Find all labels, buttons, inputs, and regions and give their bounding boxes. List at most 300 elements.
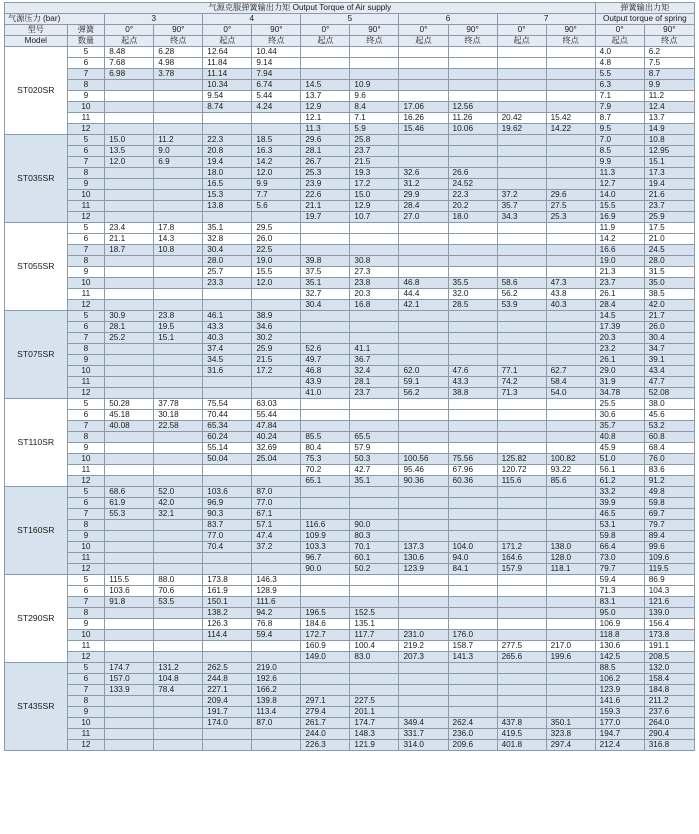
torque-cell (448, 80, 497, 91)
torque-cell (301, 586, 350, 597)
torque-cell: 36.7 (350, 355, 399, 366)
torque-cell: 30.6 (595, 410, 644, 421)
start-label: 起点 (399, 36, 448, 47)
spring-count-cell: 10 (67, 102, 105, 113)
torque-cell: 17.06 (399, 102, 448, 113)
torque-cell: 111.6 (252, 597, 301, 608)
torque-cell: 10.9 (350, 80, 399, 91)
table-row (5, 652, 695, 663)
torque-cell (154, 91, 203, 102)
torque-cell: 157.0 (105, 674, 154, 685)
torque-cell (399, 586, 448, 597)
model-name: ST435SR (5, 663, 68, 751)
torque-cell: 55.44 (252, 410, 301, 421)
table-row (5, 146, 695, 157)
torque-cell: 161.9 (203, 586, 252, 597)
torque-cell: 38.5 (644, 289, 694, 300)
torque-cell: 6.9 (154, 157, 203, 168)
torque-cell (105, 190, 154, 201)
torque-cell: 121.6 (644, 597, 694, 608)
pressure-4: 4 (203, 14, 301, 25)
torque-cell (252, 553, 301, 564)
torque-cell: 437.8 (497, 718, 546, 729)
torque-cell: 94.0 (448, 553, 497, 564)
torque-cell (546, 333, 595, 344)
torque-cell: 32.1 (154, 509, 203, 520)
torque-cell (399, 608, 448, 619)
spring-count-cell: 9 (67, 619, 105, 630)
torque-cell: 90.36 (399, 476, 448, 487)
torque-cell (105, 476, 154, 487)
torque-cell (154, 641, 203, 652)
torque-cell: 174.0 (203, 718, 252, 729)
torque-cell: 7.1 (595, 91, 644, 102)
spring-count-cell: 11 (67, 289, 105, 300)
torque-cell (448, 355, 497, 366)
torque-cell: 40.24 (252, 432, 301, 443)
torque-cell: 17.2 (252, 366, 301, 377)
torque-cell (154, 113, 203, 124)
torque-cell (154, 80, 203, 91)
table-row (5, 641, 695, 652)
table-row (5, 575, 695, 586)
torque-cell (448, 399, 497, 410)
model-name: ST290SR (5, 575, 68, 663)
torque-cell: 90.0 (301, 564, 350, 575)
torque-cell: 90.3 (203, 509, 252, 520)
torque-cell (154, 212, 203, 223)
torque-cell: 45.9 (595, 443, 644, 454)
torque-cell: 314.0 (399, 740, 448, 751)
torque-cell: 56.2 (497, 289, 546, 300)
torque-cell: 6.74 (252, 80, 301, 91)
torque-cell: 96.9 (203, 498, 252, 509)
torque-cell: 47.7 (644, 377, 694, 388)
torque-cell (546, 146, 595, 157)
torque-cell (399, 344, 448, 355)
torque-cell (399, 432, 448, 443)
torque-cell: 30.4 (301, 300, 350, 311)
torque-cell (497, 47, 546, 58)
torque-cell: 11.3 (595, 168, 644, 179)
torque-cell (497, 619, 546, 630)
torque-cell: 79.7 (595, 564, 644, 575)
torque-cell: 123.9 (399, 564, 448, 575)
torque-cell: 15.5 (252, 267, 301, 278)
spring-count-cell: 5 (67, 47, 105, 58)
torque-cell (105, 377, 154, 388)
torque-cell: 73.0 (595, 553, 644, 564)
torque-cell (448, 498, 497, 509)
torque-cell: 26.1 (595, 355, 644, 366)
torque-cell (546, 311, 595, 322)
torque-cell: 9.6 (350, 91, 399, 102)
torque-cell: 29.6 (546, 190, 595, 201)
torque-cell: 53.9 (497, 300, 546, 311)
spring-count-cell: 5 (67, 399, 105, 410)
torque-cell (399, 135, 448, 146)
torque-cell (546, 421, 595, 432)
torque-cell (497, 630, 546, 641)
table-row (5, 190, 695, 201)
start-label: 起点 (595, 36, 644, 47)
torque-cell: 25.9 (644, 212, 694, 223)
torque-cell: 91.2 (644, 476, 694, 487)
torque-cell: 219.2 (399, 641, 448, 652)
torque-cell: 34.7 (644, 344, 694, 355)
torque-cell (546, 674, 595, 685)
torque-cell: 6.2 (644, 47, 694, 58)
torque-cell: 58.6 (497, 278, 546, 289)
torque-cell (497, 102, 546, 113)
torque-cell (497, 443, 546, 454)
torque-cell: 126.3 (203, 619, 252, 630)
torque-cell: 71.3 (595, 586, 644, 597)
torque-cell (105, 432, 154, 443)
torque-cell: 19.7 (301, 212, 350, 223)
torque-cell: 28.0 (203, 256, 252, 267)
torque-cell (497, 520, 546, 531)
torque-cell: 41.0 (301, 388, 350, 399)
torque-cell (154, 344, 203, 355)
torque-cell (546, 685, 595, 696)
torque-cell: 56.1 (595, 465, 644, 476)
torque-cell (399, 157, 448, 168)
torque-cell: 69.7 (644, 509, 694, 520)
torque-cell: 7.7 (252, 190, 301, 201)
torque-cell: 331.7 (399, 729, 448, 740)
torque-cell (497, 245, 546, 256)
torque-cell: 7.94 (252, 69, 301, 80)
torque-cell: 133.9 (105, 685, 154, 696)
torque-cell: 47.84 (252, 421, 301, 432)
torque-cell: 142.5 (595, 652, 644, 663)
torque-cell: 148.3 (350, 729, 399, 740)
torque-cell (252, 465, 301, 476)
torque-cell (546, 355, 595, 366)
spring-count-cell: 8 (67, 256, 105, 267)
torque-cell (350, 399, 399, 410)
torque-cell (154, 740, 203, 751)
torque-cell (497, 179, 546, 190)
torque-cell (105, 344, 154, 355)
torque-cell (448, 707, 497, 718)
torque-cell: 14.2 (252, 157, 301, 168)
torque-cell: 43.9 (301, 377, 350, 388)
torque-cell: 42.0 (154, 498, 203, 509)
spring-count-cell: 9 (67, 355, 105, 366)
torque-cell: 42.7 (350, 465, 399, 476)
torque-cell (546, 344, 595, 355)
torque-cell: 106.9 (595, 619, 644, 630)
torque-cell: 9.14 (252, 58, 301, 69)
torque-cell (105, 608, 154, 619)
spring-count-cell: 10 (67, 366, 105, 377)
torque-cell (399, 410, 448, 421)
table-row (5, 388, 695, 399)
torque-cell (497, 58, 546, 69)
spring-count-cell: 10 (67, 542, 105, 553)
spring-count-cell: 7 (67, 685, 105, 696)
torque-cell: 26.1 (595, 289, 644, 300)
torque-cell: 13.7 (644, 113, 694, 124)
torque-cell (203, 729, 252, 740)
torque-cell: 31.6 (203, 366, 252, 377)
torque-cell (546, 619, 595, 630)
torque-cell: 55.14 (203, 443, 252, 454)
torque-cell: 30.8 (350, 256, 399, 267)
torque-cell: 70.2 (301, 465, 350, 476)
torque-cell (448, 410, 497, 421)
torque-cell: 86.9 (644, 575, 694, 586)
torque-cell (448, 333, 497, 344)
torque-cell (252, 564, 301, 575)
torque-cell: 22.5 (252, 245, 301, 256)
torque-cell: 24.52 (448, 179, 497, 190)
torque-cell: 14.3 (154, 234, 203, 245)
model-name: ST160SR (5, 487, 68, 575)
torque-cell: 279.4 (301, 707, 350, 718)
torque-cell: 116.6 (301, 520, 350, 531)
torque-cell (301, 245, 350, 256)
torque-cell (546, 245, 595, 256)
torque-cell (448, 223, 497, 234)
torque-cell (497, 674, 546, 685)
torque-cell (203, 377, 252, 388)
torque-cell: 128.0 (546, 553, 595, 564)
torque-cell: 17.39 (595, 322, 644, 333)
torque-cell (546, 168, 595, 179)
torque-cell: 25.7 (203, 267, 252, 278)
torque-cell (301, 487, 350, 498)
torque-cell: 90.0 (350, 520, 399, 531)
torque-cell: 12.9 (301, 102, 350, 113)
torque-cell (448, 135, 497, 146)
spring-count-cell: 10 (67, 454, 105, 465)
torque-cell: 10.06 (448, 124, 497, 135)
torque-cell: 26.0 (252, 234, 301, 245)
torque-cell: 23.8 (154, 311, 203, 322)
torque-cell: 55.3 (105, 509, 154, 520)
torque-cell: 70.4 (203, 542, 252, 553)
torque-cell: 137.3 (399, 542, 448, 553)
spring-count-cell: 7 (67, 509, 105, 520)
spring-count-cell: 9 (67, 531, 105, 542)
torque-cell: 16.26 (399, 113, 448, 124)
torque-cell: 15.46 (399, 124, 448, 135)
torque-cell: 173.8 (644, 630, 694, 641)
torque-cell (350, 509, 399, 520)
table-row (5, 322, 695, 333)
pressure-7: 7 (497, 14, 595, 25)
torque-cell (350, 410, 399, 421)
torque-cell: 17.2 (350, 179, 399, 190)
torque-cell: 34.6 (252, 322, 301, 333)
spring-count-cell: 12 (67, 652, 105, 663)
torque-cell (301, 597, 350, 608)
torque-cell (546, 157, 595, 168)
torque-cell (252, 388, 301, 399)
torque-cell: 4.24 (252, 102, 301, 113)
end-label: 终点 (644, 36, 694, 47)
torque-cell (203, 641, 252, 652)
spring-count-cell: 6 (67, 498, 105, 509)
table-row (5, 432, 695, 443)
torque-cell (497, 355, 546, 366)
pressure-5: 5 (301, 14, 399, 25)
torque-cell: 20.3 (595, 333, 644, 344)
torque-cell (154, 729, 203, 740)
torque-cell (301, 498, 350, 509)
torque-cell: 43.8 (546, 289, 595, 300)
torque-cell (350, 223, 399, 234)
torque-cell (301, 685, 350, 696)
table-row (5, 509, 695, 520)
torque-cell: 159.3 (595, 707, 644, 718)
start-label: 起点 (497, 36, 546, 47)
pressure-3: 3 (105, 14, 203, 25)
torque-cell: 21.0 (644, 234, 694, 245)
torque-cell (105, 619, 154, 630)
spring-label-2: 数量 (67, 36, 105, 47)
torque-cell: 30.9 (105, 311, 154, 322)
table-row (5, 366, 695, 377)
torque-cell: 87.0 (252, 718, 301, 729)
torque-cell (399, 707, 448, 718)
torque-cell (301, 322, 350, 333)
torque-cell: 45.18 (105, 410, 154, 421)
torque-cell: 132.0 (644, 663, 694, 674)
torque-cell: 34.5 (203, 355, 252, 366)
torque-cell: 91.8 (105, 597, 154, 608)
torque-cell: 226.3 (301, 740, 350, 751)
torque-cell: 23.8 (350, 278, 399, 289)
angle-90: 90° (644, 25, 694, 36)
torque-cell (350, 575, 399, 586)
torque-cell (154, 454, 203, 465)
torque-cell (105, 212, 154, 223)
torque-cell: 38.9 (252, 311, 301, 322)
angle-90: 90° (154, 25, 203, 36)
torque-cell: 23.7 (595, 278, 644, 289)
torque-cell: 88.5 (595, 663, 644, 674)
torque-cell: 26.0 (644, 322, 694, 333)
torque-cell: 33.2 (595, 487, 644, 498)
torque-cell (154, 619, 203, 630)
torque-cell: 131.2 (154, 663, 203, 674)
torque-cell: 94.2 (252, 608, 301, 619)
torque-cell: 75.54 (203, 399, 252, 410)
torque-cell (301, 58, 350, 69)
table-row (5, 630, 695, 641)
torque-cell: 11.26 (448, 113, 497, 124)
torque-cell (399, 333, 448, 344)
torque-cell (154, 531, 203, 542)
torque-cell (350, 234, 399, 245)
torque-cell (546, 575, 595, 586)
torque-cell: 138.0 (546, 542, 595, 553)
torque-cell: 10.44 (252, 47, 301, 58)
torque-cell: 6.98 (105, 69, 154, 80)
torque-cell (154, 520, 203, 531)
table-row (5, 564, 695, 575)
torque-cell (105, 652, 154, 663)
torque-cell: 32.69 (252, 443, 301, 454)
start-label: 起点 (105, 36, 154, 47)
torque-cell (105, 641, 154, 652)
torque-cell (154, 476, 203, 487)
torque-cell: 25.5 (595, 399, 644, 410)
torque-cell (497, 487, 546, 498)
torque-cell: 28.1 (301, 146, 350, 157)
torque-cell: 13.8 (203, 201, 252, 212)
torque-cell: 16.5 (203, 179, 252, 190)
torque-cell (399, 223, 448, 234)
spring-label-1: 弹簧 (67, 25, 105, 36)
torque-cell (154, 267, 203, 278)
spring-count-cell: 12 (67, 124, 105, 135)
torque-cell (399, 146, 448, 157)
torque-cell (448, 674, 497, 685)
torque-cell: 12.95 (644, 146, 694, 157)
torque-cell: 100.56 (399, 454, 448, 465)
torque-cell: 71.3 (497, 388, 546, 399)
torque-cell: 32.0 (448, 289, 497, 300)
torque-cell (203, 124, 252, 135)
table-row (5, 608, 695, 619)
torque-cell: 25.2 (105, 333, 154, 344)
table-row (5, 80, 695, 91)
model-label-en: Model (5, 36, 68, 47)
torque-cell: 16.6 (595, 245, 644, 256)
torque-cell: 118.8 (595, 630, 644, 641)
torque-cell: 63.03 (252, 399, 301, 410)
torque-cell: 217.0 (546, 641, 595, 652)
table-row (5, 454, 695, 465)
angle-90: 90° (546, 25, 595, 36)
table-row (5, 157, 695, 168)
torque-cell: 32.8 (203, 234, 252, 245)
torque-cell: 37.5 (301, 267, 350, 278)
torque-cell: 20.2 (448, 201, 497, 212)
torque-cell (448, 157, 497, 168)
torque-cell: 46.5 (595, 509, 644, 520)
angle-0: 0° (301, 25, 350, 36)
spring-count-cell: 8 (67, 168, 105, 179)
torque-cell: 11.9 (595, 223, 644, 234)
torque-cell (497, 685, 546, 696)
torque-cell (399, 311, 448, 322)
torque-cell: 15.5 (595, 201, 644, 212)
torque-cell: 65.34 (203, 421, 252, 432)
torque-cell: 201.1 (350, 707, 399, 718)
torque-cell: 95.0 (595, 608, 644, 619)
torque-cell: 139.8 (252, 696, 301, 707)
torque-cell: 18.5 (252, 135, 301, 146)
torque-cell: 47.4 (252, 531, 301, 542)
torque-cell: 13.5 (105, 146, 154, 157)
torque-cell: 87.0 (252, 487, 301, 498)
torque-cell (448, 267, 497, 278)
torque-cell: 103.3 (301, 542, 350, 553)
torque-cell: 128.9 (252, 586, 301, 597)
torque-cell: 12.9 (350, 201, 399, 212)
torque-cell: 104.8 (154, 674, 203, 685)
torque-cell: 156.4 (644, 619, 694, 630)
torque-cell (105, 300, 154, 311)
torque-cell (203, 564, 252, 575)
table-row (5, 663, 695, 674)
